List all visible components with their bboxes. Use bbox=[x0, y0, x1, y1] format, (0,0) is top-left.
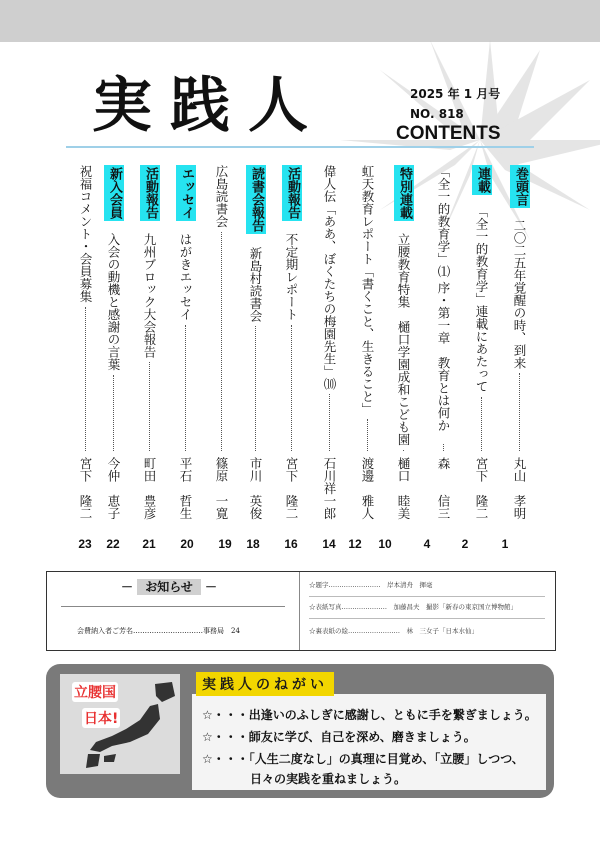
toc-entry[interactable] bbox=[472, 165, 490, 565]
toc-page-number: 23 bbox=[78, 537, 92, 551]
toc-section-label: 新入会員 bbox=[104, 165, 124, 221]
toc-page-number: 10 bbox=[378, 537, 392, 551]
issue-number: NO. 818 bbox=[410, 107, 464, 121]
wish-panel-box bbox=[46, 664, 554, 798]
toc-page-number: 16 bbox=[284, 537, 298, 551]
toc-author: 樋口 睦美 bbox=[396, 457, 411, 520]
toc-author: 町田 豊彦 bbox=[142, 457, 157, 520]
credit-divider bbox=[309, 596, 545, 597]
toc-leader-dots bbox=[403, 450, 405, 452]
toc-leader-dots bbox=[185, 325, 187, 452]
toc-leader-dots bbox=[367, 419, 369, 451]
toc-title: 「全一的教育学」連載にあたって bbox=[474, 205, 489, 393]
toc-entry[interactable] bbox=[76, 165, 94, 565]
toc-entry[interactable] bbox=[246, 165, 264, 565]
toc-title: 入会の動機と感謝の言葉 bbox=[106, 233, 121, 371]
toc-section-label: 読書会報告 bbox=[246, 165, 266, 234]
toc-author: 宮下 隆二 bbox=[78, 457, 93, 520]
toc-leader-dots bbox=[85, 307, 87, 452]
wish-title: 実践人のねがい bbox=[196, 672, 334, 696]
toc-page-number: 4 bbox=[423, 537, 431, 551]
toc-section-label: 巻頭言 bbox=[510, 165, 530, 208]
toc-page-number: 19 bbox=[218, 537, 232, 551]
toc-page-number: 22 bbox=[106, 537, 120, 551]
issue-info bbox=[410, 84, 500, 124]
toc-leader-dots bbox=[149, 362, 151, 451]
toc-title: 虹天教育レポート「書くこと、生きること」 bbox=[360, 165, 375, 415]
toc-title: 偉人伝「ああ、ぼくたちの梅園先生」⑽ bbox=[322, 165, 337, 390]
badge-line-2: 日本! bbox=[82, 708, 120, 728]
toc-title: はがきエッセイ bbox=[178, 233, 193, 321]
toc-section-label: 連載 bbox=[472, 165, 492, 195]
toc-title: 不定期レポート bbox=[284, 233, 299, 321]
toc-entry[interactable] bbox=[434, 165, 452, 565]
toc-leader-dots bbox=[481, 397, 483, 452]
toc-entry[interactable] bbox=[394, 165, 412, 565]
toc-page-number: 18 bbox=[246, 537, 260, 551]
toc-title: 九州ブロック大会報告 bbox=[142, 233, 157, 358]
wish-line-1: ☆・・・出逢いのふしぎに感謝し、ともに手を繋ぎましょう。 bbox=[202, 708, 537, 722]
toc-page-number: 12 bbox=[348, 537, 362, 551]
top-gray-band bbox=[0, 0, 600, 42]
toc-title: 二〇二五年覚醒の時、到来 bbox=[512, 219, 527, 369]
toc-author: 篠原 一寛 bbox=[214, 457, 229, 520]
toc-title: 立腰教育特集 樋口学園成和こども園 bbox=[396, 233, 411, 446]
toc-author: 市川 英俊 bbox=[248, 457, 263, 520]
toc-author: 森 信三 bbox=[436, 457, 451, 520]
toc-entry[interactable] bbox=[176, 165, 194, 565]
toc-section-label: 特別連載 bbox=[394, 165, 414, 221]
credit-cover-photo: ☆表紙写真………………… 加藤昌夫 撮影「新春の東京国立博物館」 bbox=[309, 603, 517, 611]
notice-divider bbox=[61, 606, 285, 607]
toc-page-number: 1 bbox=[501, 537, 509, 551]
toc-author: 今仲 恵子 bbox=[106, 457, 121, 520]
toc-entry[interactable] bbox=[358, 165, 376, 565]
wish-line-4: 日々の実践を重ねましょう。 bbox=[202, 772, 407, 786]
toc-page-number: 2 bbox=[461, 537, 469, 551]
toc-leader-dots bbox=[221, 232, 223, 452]
toc-title: 広島読書会 bbox=[214, 165, 229, 228]
toc-leader-dots bbox=[329, 394, 331, 451]
toc-title: 祝福コメント・会員募集 bbox=[78, 165, 93, 303]
toc-section-label: 活動報告 bbox=[140, 165, 160, 221]
notice-heading: － お知らせ － bbox=[121, 580, 218, 594]
toc-author: 宮下 隆二 bbox=[474, 457, 489, 520]
toc-entry[interactable] bbox=[104, 165, 122, 565]
toc-title: 「全一的教育学」⑴ 序・第一章 教育とは何か bbox=[436, 165, 451, 432]
toc-section-label: エッセイ bbox=[176, 165, 196, 221]
toc-author: 宮下 隆二 bbox=[284, 457, 299, 520]
toc-leader-dots bbox=[291, 325, 293, 452]
toc-leader-dots bbox=[113, 375, 115, 452]
toc-leader-dots bbox=[519, 373, 521, 451]
notice-vertical-divider bbox=[299, 572, 300, 650]
toc-author: 平石 哲生 bbox=[178, 457, 193, 520]
table-of-contents bbox=[76, 165, 528, 565]
contents-heading: CONTENTS bbox=[396, 123, 501, 144]
wish-line-3: ☆・・・「人生二度なし」の真理に目覚め、「立腰」しつつ、 bbox=[202, 752, 524, 766]
toc-title: 新島村読書会 bbox=[248, 247, 263, 322]
toc-page-number: 20 bbox=[180, 537, 194, 551]
toc-leader-dots bbox=[443, 444, 445, 451]
toc-page-number: 14 bbox=[322, 537, 336, 551]
toc-entry[interactable] bbox=[510, 165, 528, 565]
toc-entry[interactable] bbox=[282, 165, 300, 565]
magazine-logo: 実践人 bbox=[92, 71, 326, 141]
credit-divider bbox=[309, 618, 545, 619]
issue-date: 2025 年 1 月号 bbox=[410, 87, 501, 101]
credit-back-cover: ☆裏表紙の絵…………………… 林 三女子「日本水仙」 bbox=[309, 627, 478, 635]
toc-author: 石川祥一郎 bbox=[322, 457, 337, 520]
notice-box bbox=[46, 571, 556, 651]
toc-entry[interactable] bbox=[140, 165, 158, 565]
toc-section-label: 活動報告 bbox=[282, 165, 302, 221]
toc-page-number: 21 bbox=[142, 537, 156, 551]
credit-title-calligraphy: ☆題字…………………… 岸本清舟 揮毫 bbox=[309, 581, 433, 589]
japan-map-badge bbox=[60, 674, 180, 774]
toc-author: 渡邊 雅人 bbox=[360, 457, 375, 520]
header-rule bbox=[66, 146, 534, 148]
toc-entry[interactable] bbox=[320, 165, 338, 565]
toc-leader-dots bbox=[255, 326, 257, 451]
toc-author: 丸山 孝明 bbox=[512, 457, 527, 520]
badge-line-1: 立腰国 bbox=[72, 682, 118, 702]
notice-item: 会費納入者ご芳名…………………………事務局 24 bbox=[77, 627, 240, 635]
wish-line-2: ☆・・・師友に学び、自己を深め、磨きましょう。 bbox=[202, 730, 476, 744]
toc-entry[interactable] bbox=[212, 165, 230, 565]
wish-text-panel bbox=[192, 694, 546, 790]
